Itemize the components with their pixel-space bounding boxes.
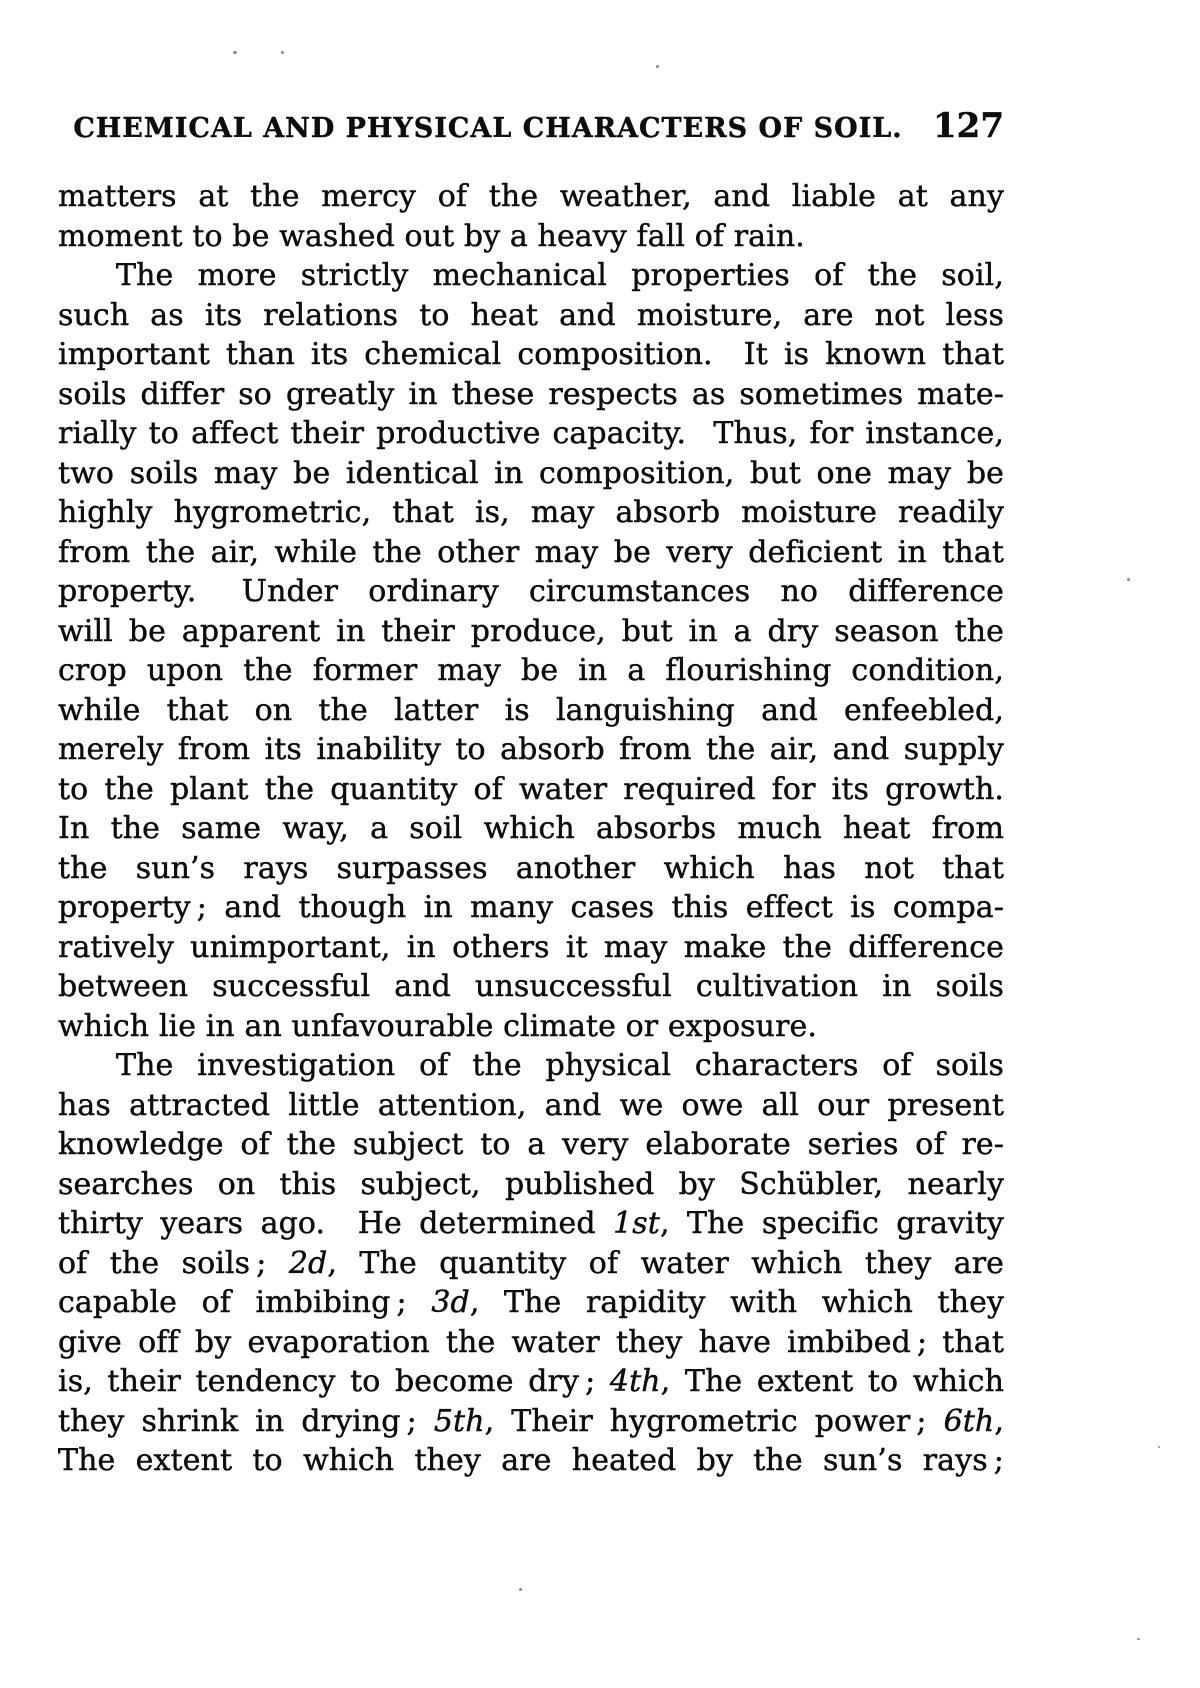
text-segment: The more strictly mechanical properties of the soil, bbox=[116, 258, 1004, 293]
running-header-title: CHEMICAL AND PHYSICAL CHARACTERS OF SOIL. bbox=[73, 113, 903, 144]
text-segment: the sun’s rays surpasses another which has not that bbox=[58, 850, 1004, 886]
text-segment: property ; and though in many cases this effect is compa- bbox=[58, 890, 1004, 925]
text-line bbox=[58, 1283, 1004, 1323]
ordinal-italic: 2d bbox=[288, 1245, 328, 1281]
text-segment: ratively unimportant, in others it may make the difference bbox=[58, 929, 1004, 965]
text-segment: important than its chemical composition. It is known that bbox=[58, 337, 1004, 372]
text-segment: , The extent to which bbox=[660, 1364, 1005, 1399]
text-line bbox=[58, 651, 1004, 691]
text-segment: crop upon the former may be in a flourishing condition, bbox=[58, 653, 1004, 688]
text-segment: , Their hygrometric power ; bbox=[484, 1403, 944, 1439]
text-segment: while that on the latter is languishing and enfeebled, bbox=[58, 692, 1004, 728]
text-segment: has attracted little attention, and we owe all our present bbox=[58, 1087, 1004, 1123]
text-segment: will be apparent in their produce, but in a dry season the bbox=[58, 613, 1004, 649]
text-segment: , The quantity of water which they are bbox=[327, 1245, 1005, 1281]
text-line bbox=[58, 1046, 1004, 1086]
text-line bbox=[58, 1402, 1004, 1442]
text-line bbox=[58, 849, 1004, 889]
text-segment: thirty years ago. He determined bbox=[58, 1206, 614, 1241]
scan-speck bbox=[519, 1588, 522, 1591]
text-segment: knowledge of the subject to a very elaborate series of re- bbox=[58, 1127, 1004, 1162]
ordinal-italic: 4th bbox=[609, 1364, 661, 1399]
text-line bbox=[58, 1362, 1004, 1402]
text-line bbox=[58, 533, 1004, 573]
text-line bbox=[58, 730, 1004, 770]
text-line bbox=[58, 256, 1004, 296]
text-segment: , The specific gravity bbox=[659, 1206, 1004, 1241]
text-segment: such as its relations to heat and moisture, are not less bbox=[58, 297, 1004, 333]
scan-speck bbox=[1158, 1446, 1160, 1448]
text-line bbox=[58, 1165, 1004, 1205]
text-line bbox=[58, 335, 1004, 375]
text-segment: between successful and unsuccessful cultivation in soils bbox=[58, 969, 1004, 1004]
text-line bbox=[58, 1204, 1004, 1244]
text-line bbox=[58, 177, 1004, 217]
text-line bbox=[58, 1244, 1004, 1284]
text-segment: rially to affect their productive capacity. Thus, for instance, bbox=[58, 416, 1004, 451]
text-line bbox=[58, 770, 1004, 810]
ordinal-italic: 3d bbox=[431, 1285, 470, 1320]
text-line bbox=[58, 967, 1004, 1007]
page-body bbox=[58, 177, 1004, 1481]
text-segment: moment to be washed out by a heavy fall of rain. bbox=[58, 218, 805, 254]
text-segment: from the air, while the other may be very deficient in that bbox=[58, 534, 1004, 570]
page-number: 127 bbox=[933, 106, 1004, 146]
text-line bbox=[58, 375, 1004, 415]
text-line bbox=[58, 572, 1004, 612]
text-segment: which lie in an unfavourable climate or exposure. bbox=[58, 1008, 818, 1044]
scan-speck bbox=[281, 51, 284, 54]
text-line bbox=[58, 1007, 1004, 1047]
scan-speck bbox=[1137, 1638, 1140, 1640]
text-segment: matters at the mercy of the weather, and liable at any bbox=[58, 179, 1004, 214]
scan-speck bbox=[656, 65, 659, 68]
text-line bbox=[58, 493, 1004, 533]
text-line bbox=[58, 414, 1004, 454]
text-segment: In the same way, a soil which absorbs much heat from bbox=[58, 811, 1004, 846]
text-segment: capable of imbibing ; bbox=[58, 1285, 432, 1320]
text-line bbox=[58, 1086, 1004, 1126]
text-line bbox=[58, 1323, 1004, 1363]
text-segment: , bbox=[994, 1403, 1004, 1439]
text-segment: searches on this subject, published by Schübler, nearly bbox=[58, 1166, 1004, 1202]
scan-speck bbox=[233, 51, 237, 54]
text-line bbox=[58, 809, 1004, 849]
text-segment: highly hygrometric, that is, may absorb moisture readily bbox=[58, 495, 1004, 530]
text-segment: property. Under ordinary circumstances no difference bbox=[58, 574, 1004, 609]
text-line bbox=[58, 888, 1004, 928]
text-line bbox=[58, 691, 1004, 731]
text-segment: , The rapidity with which they bbox=[469, 1285, 1004, 1320]
text-line bbox=[58, 454, 1004, 494]
text-segment: The extent to which they are heated by the sun’s rays ; bbox=[58, 1443, 1004, 1478]
text-line bbox=[58, 928, 1004, 968]
text-segment: soils differ so greatly in these respects as sometimes mate- bbox=[58, 376, 1004, 412]
text-line bbox=[58, 1125, 1004, 1165]
text-segment: to the plant the quantity of water required for its growth. bbox=[58, 771, 1004, 807]
ordinal-italic: 6th bbox=[943, 1403, 995, 1439]
ordinal-italic: 1st bbox=[613, 1206, 660, 1241]
text-segment: of the soils ; bbox=[58, 1245, 289, 1281]
text-line bbox=[58, 296, 1004, 336]
text-segment: two soils may be identical in composition, but one may be bbox=[58, 455, 1004, 491]
scan-speck bbox=[1127, 578, 1130, 581]
text-line bbox=[58, 217, 1004, 257]
ordinal-italic: 5th bbox=[433, 1403, 485, 1439]
text-segment: give off by evaporation the water they have imbibed ; that bbox=[58, 1324, 1004, 1360]
text-segment: The investigation of the physical characters of soils bbox=[116, 1048, 1004, 1083]
text-segment: is, their tendency to become dry ; bbox=[58, 1364, 610, 1399]
text-segment: they shrink in drying ; bbox=[58, 1403, 434, 1439]
text-segment: merely from its inability to absorb from the air, and supply bbox=[58, 732, 1004, 767]
text-line bbox=[58, 612, 1004, 652]
text-line bbox=[58, 1441, 1004, 1481]
page-header bbox=[58, 0, 1004, 150]
